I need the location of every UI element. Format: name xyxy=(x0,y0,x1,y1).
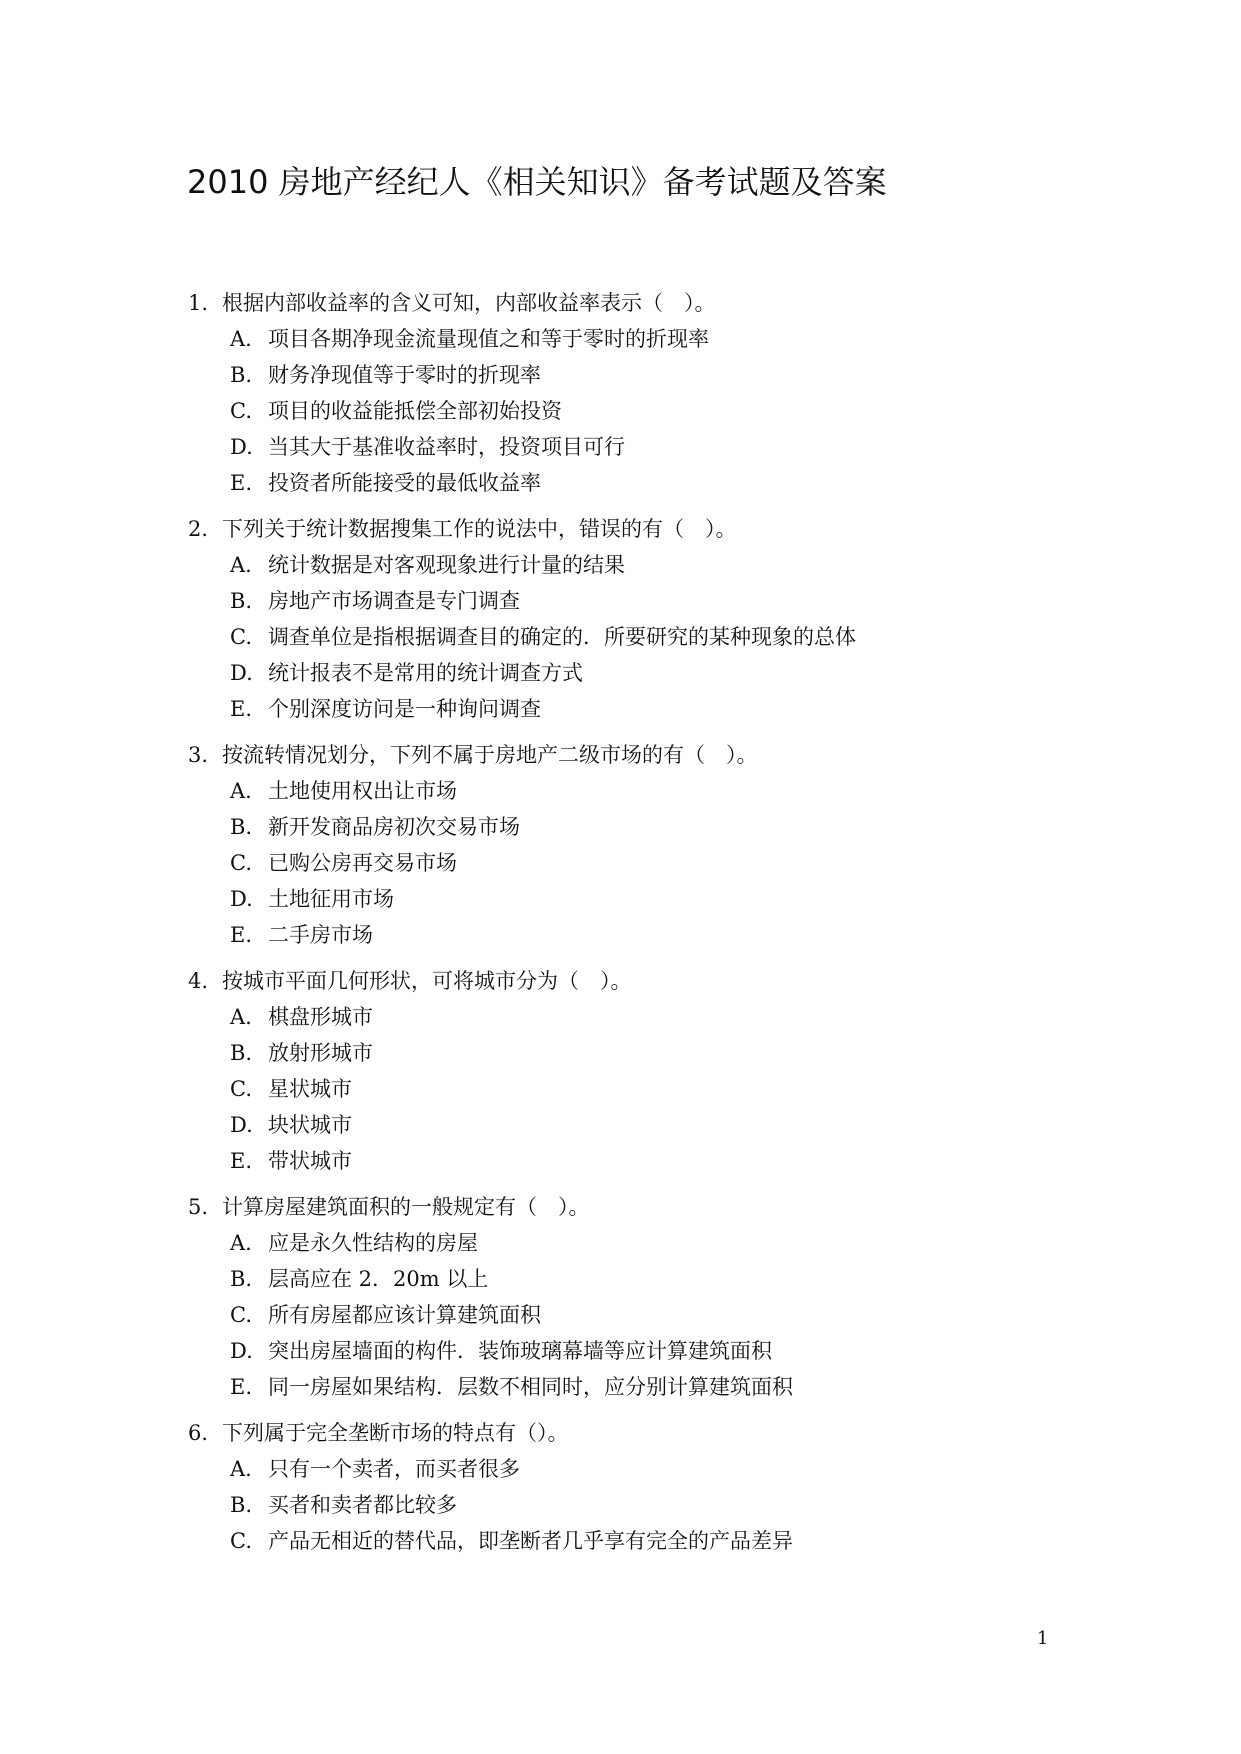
answer-option xyxy=(230,1035,1138,1071)
document-title: 2010 房地产经纪人《相关知识》备考试题及答案 xyxy=(187,163,887,201)
page-number: 1 xyxy=(1037,1628,1049,1649)
answer-option xyxy=(230,691,1138,727)
question-text: 根据内部收益率的含义可知，内部收益率表示（ ）。 xyxy=(222,291,716,315)
question-number: 1. xyxy=(188,291,209,315)
question-number: 4. xyxy=(188,969,209,993)
answer-option xyxy=(230,845,1138,881)
option-label: A. xyxy=(230,327,252,351)
question-stem xyxy=(188,511,1138,547)
option-label: C. xyxy=(230,1303,252,1327)
option-label: D. xyxy=(230,1339,253,1363)
option-text: 块状城市 xyxy=(268,1113,352,1137)
option-label: E. xyxy=(230,697,253,721)
question-text: 按城市平面几何形状，可将城市分为（ ）。 xyxy=(222,969,632,993)
option-text: 项目各期净现金流量现值之和等于零时的折现率 xyxy=(268,327,709,351)
option-label: A. xyxy=(230,779,252,803)
option-label: A. xyxy=(230,553,252,577)
option-text: 只有一个卖者，而买者很多 xyxy=(268,1457,520,1481)
answer-option xyxy=(230,619,1138,655)
option-text: 投资者所能接受的最低收益率 xyxy=(268,471,541,495)
option-label: C. xyxy=(230,1077,252,1101)
option-list xyxy=(188,547,1138,727)
question-list xyxy=(188,285,1138,1569)
answer-option xyxy=(230,429,1138,465)
answer-option xyxy=(230,1369,1138,1405)
option-list xyxy=(188,1451,1138,1559)
option-text: 财务净现值等于零时的折现率 xyxy=(268,363,541,387)
option-text: 统计数据是对客观现象进行计量的结果 xyxy=(268,553,625,577)
option-label: E. xyxy=(230,1375,253,1399)
option-label: E. xyxy=(230,1149,253,1173)
option-label: D. xyxy=(230,887,253,911)
option-label: B. xyxy=(230,589,253,613)
answer-option xyxy=(230,655,1138,691)
question-text: 下列属于完全垄断市场的特点有（）。 xyxy=(222,1421,569,1445)
question-stem xyxy=(188,1415,1138,1451)
answer-option xyxy=(230,1143,1138,1179)
option-text: 调查单位是指根据调查目的确定的．所要研究的某种现象的总体 xyxy=(268,625,856,649)
option-text: 统计报表不是常用的统计调查方式 xyxy=(268,661,583,685)
answer-option xyxy=(230,773,1138,809)
option-label: C. xyxy=(230,625,252,649)
option-label: B. xyxy=(230,1493,253,1517)
option-label: B. xyxy=(230,1267,253,1291)
answer-option xyxy=(230,917,1138,953)
option-label: C. xyxy=(230,851,252,875)
option-label: D. xyxy=(230,1113,253,1137)
answer-option xyxy=(230,583,1138,619)
answer-option xyxy=(230,1297,1138,1333)
option-label: A. xyxy=(230,1005,252,1029)
option-label: E. xyxy=(230,923,253,947)
question-number: 6. xyxy=(188,1421,209,1445)
question-number: 5. xyxy=(188,1195,209,1219)
option-text: 产品无相近的替代品，即垄断者几乎享有完全的产品差异 xyxy=(268,1529,793,1553)
question-item xyxy=(188,737,1138,953)
question-text: 下列关于统计数据搜集工作的说法中，错误的有（ ）。 xyxy=(222,517,737,541)
option-text: 个别深度访问是一种询问调查 xyxy=(268,697,541,721)
answer-option xyxy=(230,809,1138,845)
answer-option xyxy=(230,321,1138,357)
option-text: 应是永久性结构的房屋 xyxy=(268,1231,478,1255)
answer-option xyxy=(230,1071,1138,1107)
option-list xyxy=(188,321,1138,501)
option-text: 土地征用市场 xyxy=(268,887,394,911)
question-number: 2. xyxy=(188,517,209,541)
question-stem xyxy=(188,737,1138,773)
option-text: 当其大于基准收益率时，投资项目可行 xyxy=(268,435,625,459)
option-text: 层高应在 2．20m 以上 xyxy=(268,1267,489,1291)
option-label: A. xyxy=(230,1231,252,1255)
answer-option xyxy=(230,357,1138,393)
option-list xyxy=(188,999,1138,1179)
option-list xyxy=(188,1225,1138,1405)
option-text: 已购公房再交易市场 xyxy=(268,851,457,875)
option-label: C. xyxy=(230,1529,252,1553)
option-label: B. xyxy=(230,1041,253,1065)
option-label: A. xyxy=(230,1457,252,1481)
question-stem xyxy=(188,285,1138,321)
answer-option xyxy=(230,1261,1138,1297)
option-text: 同一房屋如果结构．层数不相同时，应分别计算建筑面积 xyxy=(268,1375,793,1399)
question-text: 计算房屋建筑面积的一般规定有（ ）。 xyxy=(222,1195,590,1219)
option-list xyxy=(188,773,1138,953)
answer-option xyxy=(230,1451,1138,1487)
option-text: 放射形城市 xyxy=(268,1041,373,1065)
answer-option xyxy=(230,1107,1138,1143)
answer-option xyxy=(230,1225,1138,1261)
option-text: 星状城市 xyxy=(268,1077,352,1101)
option-label: B. xyxy=(230,363,253,387)
option-text: 所有房屋都应该计算建筑面积 xyxy=(268,1303,541,1327)
answer-option xyxy=(230,881,1138,917)
question-item xyxy=(188,1189,1138,1405)
answer-option xyxy=(230,393,1138,429)
answer-option xyxy=(230,465,1138,501)
answer-option xyxy=(230,1487,1138,1523)
answer-option xyxy=(230,1333,1138,1369)
question-item xyxy=(188,963,1138,1179)
option-label: D. xyxy=(230,435,253,459)
option-text: 项目的收益能抵偿全部初始投资 xyxy=(268,399,562,423)
question-item xyxy=(188,1415,1138,1559)
option-text: 带状城市 xyxy=(268,1149,352,1173)
option-label: D. xyxy=(230,661,253,685)
answer-option xyxy=(230,999,1138,1035)
question-stem xyxy=(188,963,1138,999)
answer-option xyxy=(230,547,1138,583)
question-text: 按流转情况划分，下列不属于房地产二级市场的有（ ）。 xyxy=(222,743,758,767)
option-text: 新开发商品房初次交易市场 xyxy=(268,815,520,839)
option-text: 土地使用权出让市场 xyxy=(268,779,457,803)
option-label: C. xyxy=(230,399,252,423)
question-item xyxy=(188,511,1138,727)
option-label: B. xyxy=(230,815,253,839)
question-number: 3. xyxy=(188,743,209,767)
option-text: 二手房市场 xyxy=(268,923,373,947)
option-label: E. xyxy=(230,471,253,495)
option-text: 棋盘形城市 xyxy=(268,1005,373,1029)
question-stem xyxy=(188,1189,1138,1225)
question-item xyxy=(188,285,1138,501)
option-text: 房地产市场调查是专门调查 xyxy=(268,589,520,613)
option-text: 买者和卖者都比较多 xyxy=(268,1493,457,1517)
answer-option xyxy=(230,1523,1138,1559)
option-text: 突出房屋墙面的构件．装饰玻璃幕墙等应计算建筑面积 xyxy=(268,1339,772,1363)
